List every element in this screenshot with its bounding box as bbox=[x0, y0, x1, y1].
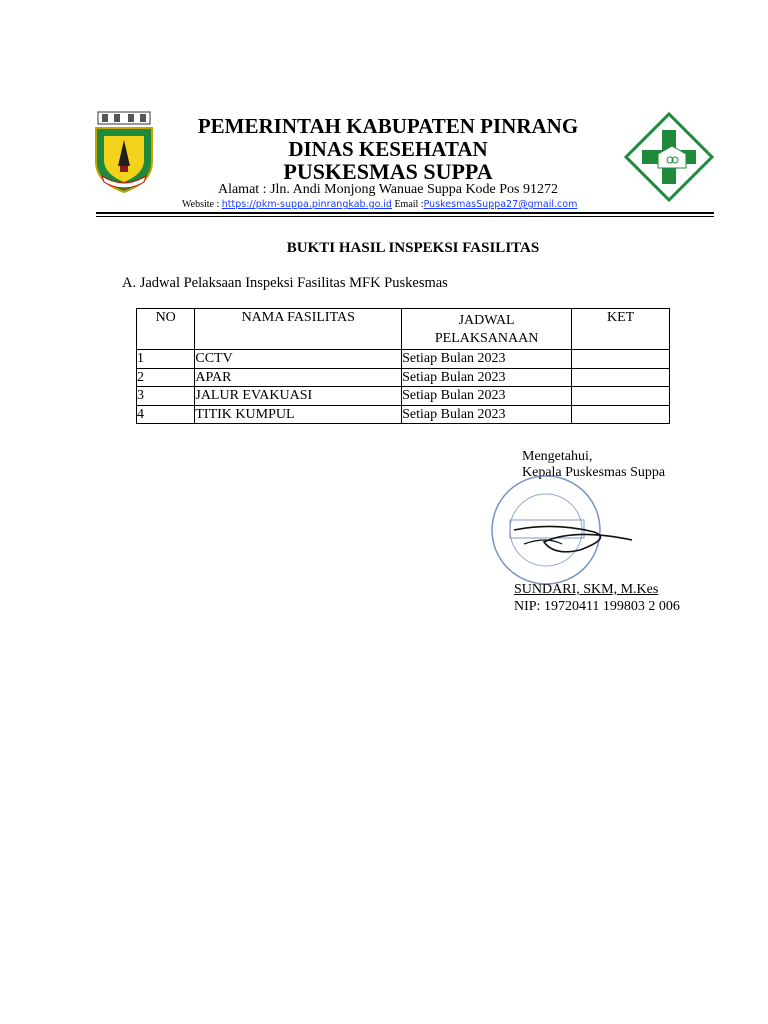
official-stamp-icon bbox=[484, 472, 634, 592]
header-no: NO bbox=[137, 309, 195, 350]
website-label: Website : bbox=[182, 199, 222, 210]
cell-jadwal: Setiap Bulan 2023 bbox=[402, 368, 572, 387]
cell-nama: APAR bbox=[195, 368, 402, 387]
kop-contact bbox=[182, 198, 577, 211]
cell-ket bbox=[572, 368, 670, 387]
header-nama-fasilitas: NAMA FASILITAS bbox=[195, 309, 402, 350]
header-rule-thin bbox=[96, 216, 714, 217]
cell-jadwal: Setiap Bulan 2023 bbox=[402, 405, 572, 424]
cell-no: 4 bbox=[137, 405, 195, 424]
cell-no: 1 bbox=[137, 350, 195, 369]
document-title: BUKTI HASIL INSPEKSI FASILITAS bbox=[286, 240, 540, 256]
cell-ket bbox=[572, 405, 670, 424]
email-link[interactable]: PuskesmasSuppa27@gmail.com bbox=[423, 199, 578, 210]
cell-no: 3 bbox=[137, 387, 195, 406]
kop-dinas: DINAS KESEHATAN bbox=[288, 137, 488, 161]
signatory-name: SUNDARI, SKM, M.Kes bbox=[514, 582, 659, 597]
header-rule-thick bbox=[96, 212, 714, 214]
cell-nama: CCTV bbox=[195, 350, 402, 369]
schedule-table bbox=[136, 308, 670, 424]
cell-ket bbox=[572, 387, 670, 406]
header-ket: KET bbox=[572, 309, 670, 350]
kop-pemerintah: PEMERINTAH KABUPATEN PINRANG bbox=[197, 114, 579, 138]
signature-position: Kepala Puskesmas Suppa bbox=[522, 465, 666, 480]
cell-ket bbox=[572, 350, 670, 369]
email-label: Email : bbox=[391, 199, 424, 210]
header-jadwal: JADWAL PELAKSANAAN bbox=[402, 309, 572, 350]
kop-address: Alamat : Jln. Andi Monjong Wanuae Suppa Kode Pos 91272 bbox=[217, 182, 559, 197]
cell-jadwal: Setiap Bulan 2023 bbox=[402, 387, 572, 406]
cell-no: 2 bbox=[137, 368, 195, 387]
table-row bbox=[137, 350, 670, 369]
table-row bbox=[137, 405, 670, 424]
cell-nama: JALUR EVAKUASI bbox=[195, 387, 402, 406]
signature-mengetahui: Mengetahui, bbox=[522, 449, 593, 464]
table-header-row bbox=[137, 309, 670, 350]
table-row bbox=[137, 387, 670, 406]
kabupaten-pinrang-logo-icon bbox=[90, 110, 158, 194]
table-row bbox=[137, 368, 670, 387]
cell-jadwal: Setiap Bulan 2023 bbox=[402, 350, 572, 369]
section-heading: A. Jadwal Pelaksaan Inspeksi Fasilitas MFK Puskesmas bbox=[122, 275, 448, 291]
signatory-nip: NIP: 19720411 199803 2 006 bbox=[514, 599, 680, 614]
puskesmas-logo-icon bbox=[624, 112, 714, 202]
website-link[interactable]: https://pkm-suppa.pinrangkab.go.id bbox=[221, 199, 392, 210]
cell-nama: TITIK KUMPUL bbox=[195, 405, 402, 424]
kop-puskesmas: PUSKESMAS SUPPA bbox=[283, 159, 493, 184]
